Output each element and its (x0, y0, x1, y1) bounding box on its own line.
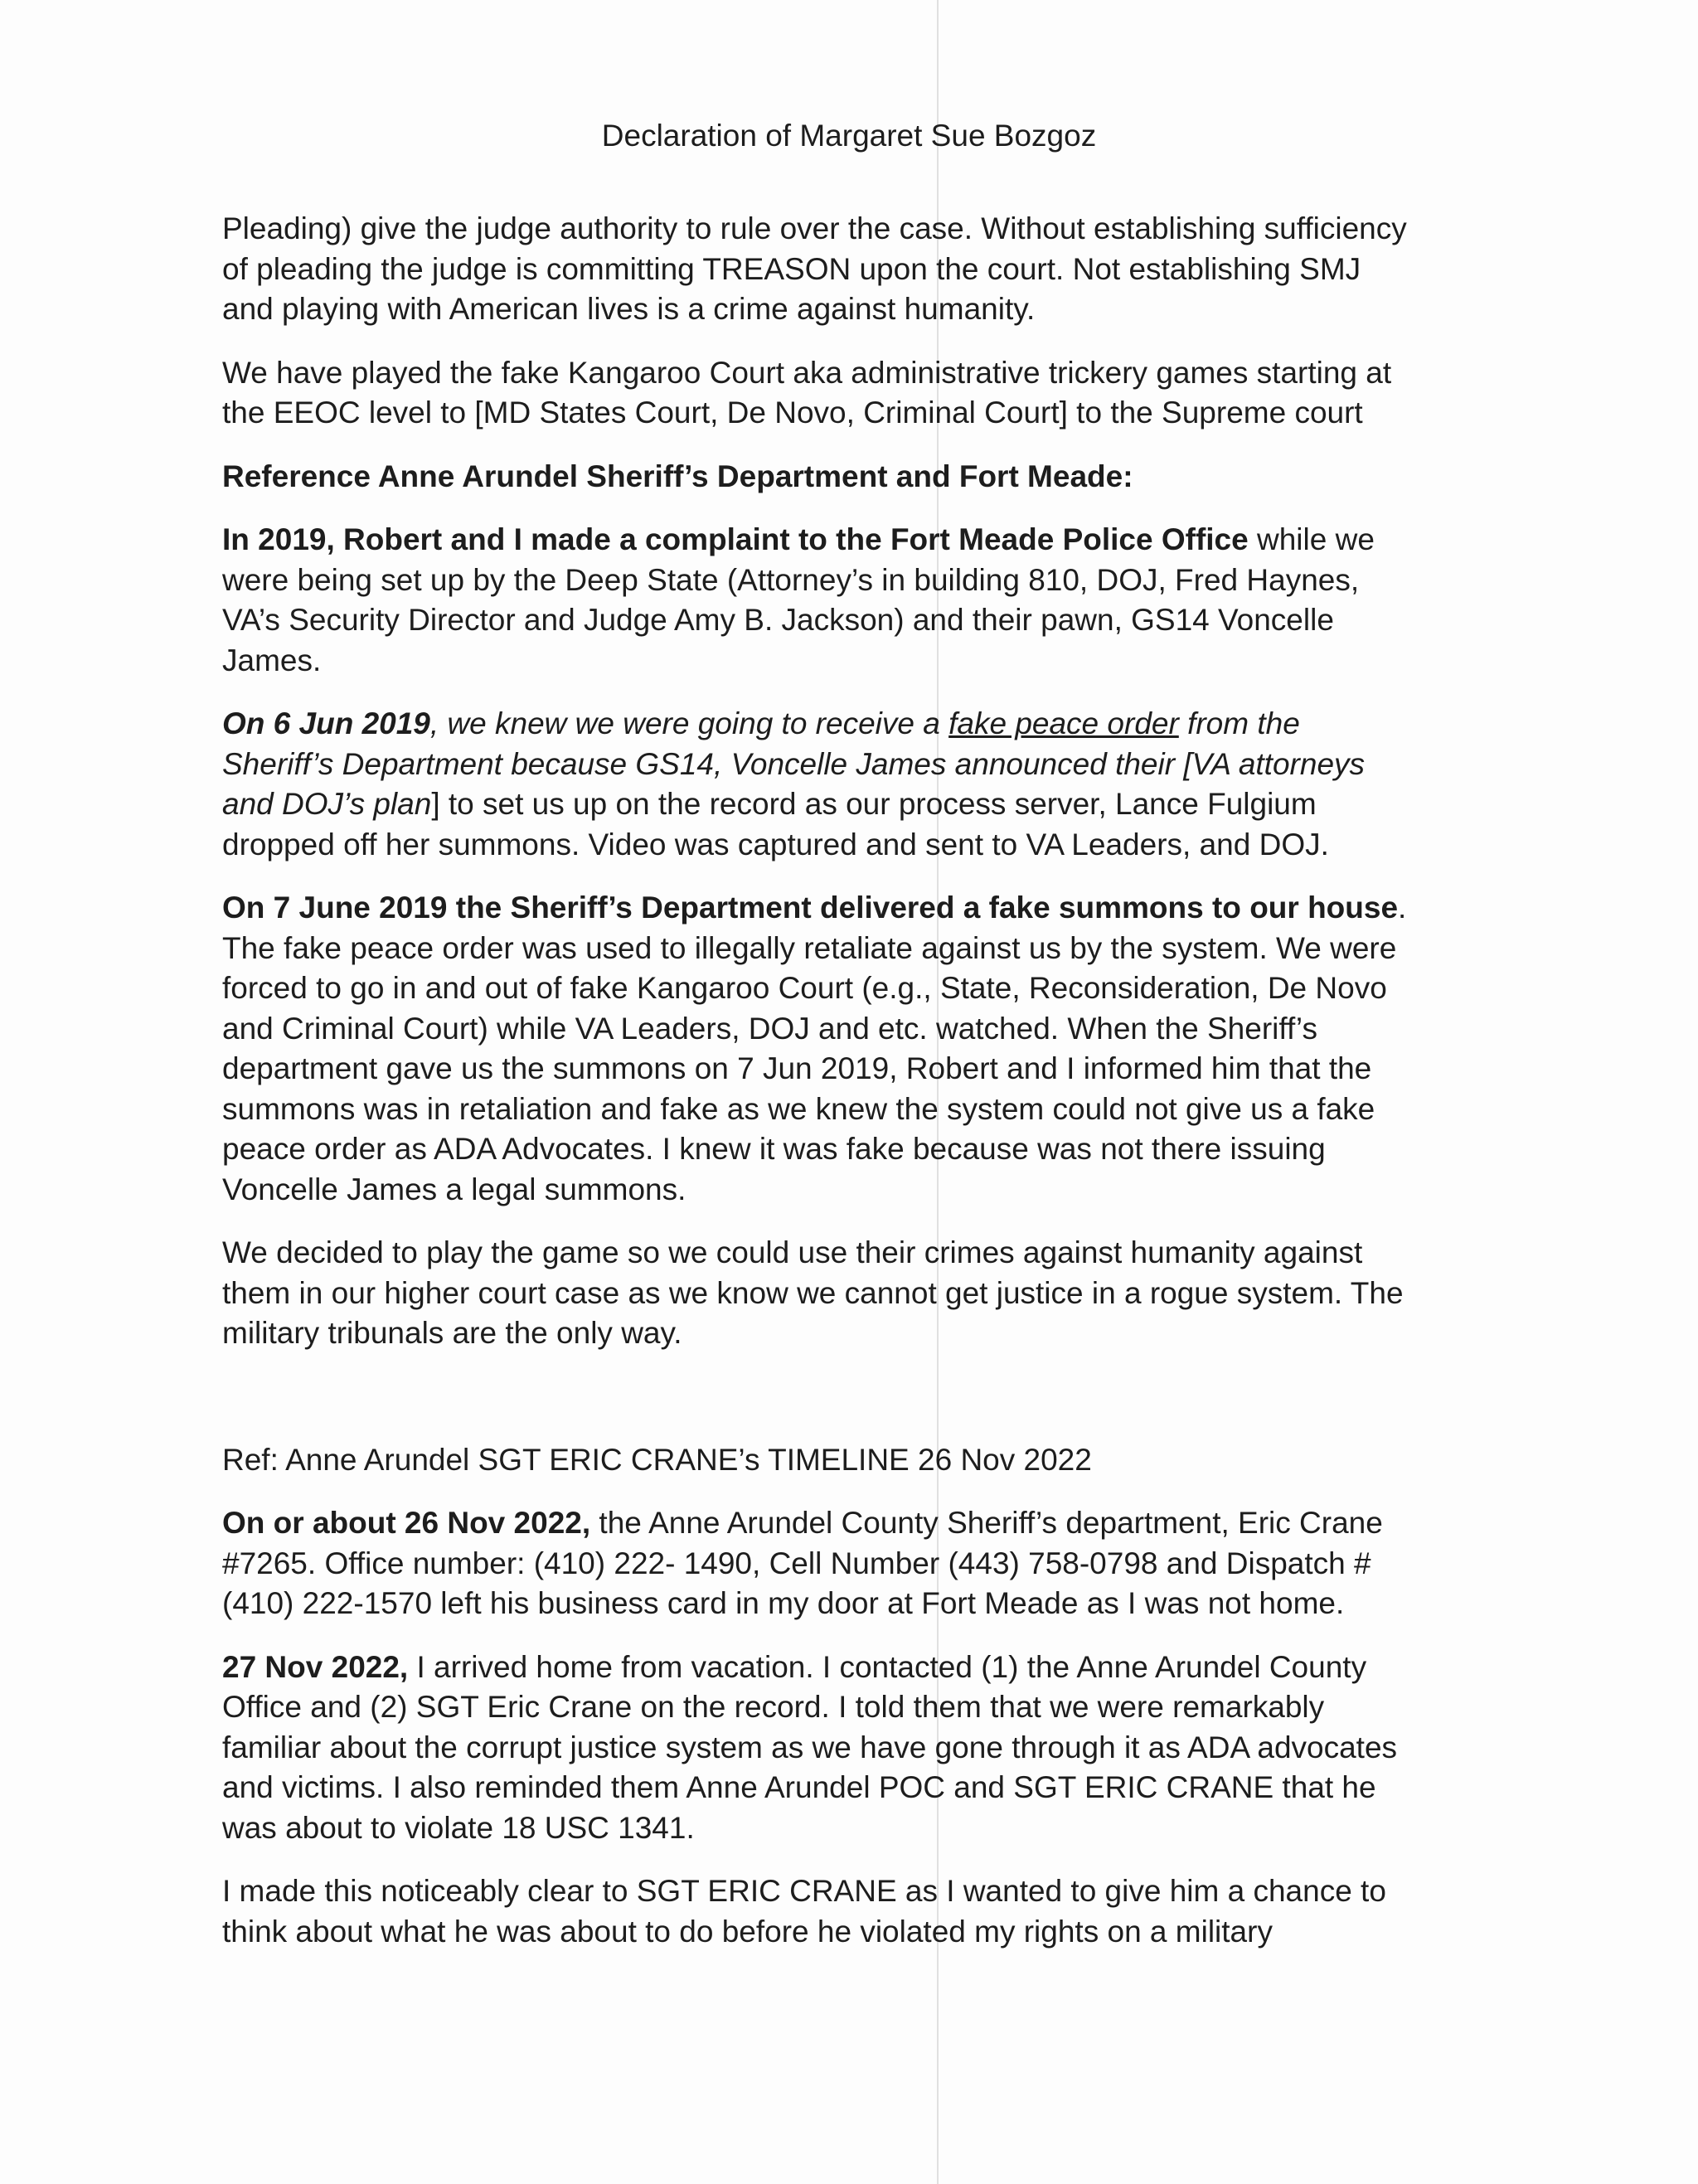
text-line: familiar about the corrupt justice system as we have gone through it as ADA advocates (222, 1730, 1398, 1764)
text-run: while we (1248, 522, 1375, 556)
text-line: I made this noticeably clear to SGT ERIC CRANE as I wanted to give him a chance to (222, 1874, 1386, 1908)
text-line: think about what he was about to do before he violated my rights on a military (222, 1914, 1273, 1949)
text-line: VA’s Security Director and Judge Amy B. Jackson) and their pawn, GS14 Voncelle (222, 603, 1334, 637)
paragraph-pleading (222, 209, 1516, 330)
paragraph-noticeably-clear (222, 1871, 1516, 1952)
text-line: peace order as ADA Advocates. I knew it was fake because was not there issuing (222, 1132, 1326, 1166)
bold-lead: 27 Nov 2022, (222, 1649, 409, 1684)
text-run: the Anne Arundel County Sheriff’s department, Eric Crane (590, 1506, 1383, 1540)
text-run: I arrived home from vacation. I contacted (1) the Anne Arundel County (408, 1649, 1367, 1684)
text-line: and Criminal Court) while VA Leaders, DOJ and etc. watched. When the Sheriff’s (222, 1011, 1317, 1046)
paragraph-6-jun-2019 (222, 704, 1516, 865)
paragraph-26-nov-2022 (222, 1503, 1516, 1624)
text-line (222, 784, 1516, 825)
paragraph-7-june-2019 (222, 888, 1516, 1210)
text-run: from the (1178, 706, 1300, 740)
text-line: The fake peace order was used to illegally retaliate against us by the system. We were (222, 930, 1397, 965)
paragraph-kangaroo-court (222, 353, 1516, 434)
heading-text: Reference Anne Arundel Sheriff’s Department and Fort Meade: (222, 459, 1133, 493)
text-run: ] to set us up on the record as our process server, Lance Fulgium (431, 787, 1317, 821)
bold-lead: In 2019, Robert and I made a complaint to the Fort Meade Police Office (222, 522, 1249, 556)
text-run: , we knew we were going to receive a (429, 706, 949, 740)
text-run: and DOJ’s plan (222, 787, 432, 821)
underlined-text: fake peace order (948, 706, 1179, 740)
text-line: James. (222, 643, 322, 677)
text-line: military tribunals are the only way. (222, 1316, 682, 1350)
paragraph-2019-complaint (222, 520, 1516, 681)
text-line (222, 1648, 1516, 1688)
paragraph-27-nov-2022 (222, 1648, 1516, 1849)
text-line: them in our higher court case as we know we cannot get justice in a rogue system. The (222, 1275, 1404, 1310)
text-line: We have played the fake Kangaroo Court aka administrative trickery games starting at (222, 355, 1392, 390)
text-line: Ref: Anne Arundel SGT ERIC CRANE’s TIMELINE 26 Nov 2022 (222, 1442, 1092, 1477)
text-line: were being set up by the Deep State (Attorney’s in building 810, DOJ, Fred Haynes, (222, 562, 1360, 597)
ref-line (222, 1440, 1516, 1481)
document-title: Declaration of Margaret Sue Bozgoz (601, 119, 1097, 153)
text-line: Office and (2) SGT Eric Crane on the record. I told them that we were remarkably (222, 1690, 1325, 1724)
text-line (222, 888, 1516, 929)
text-line: and victims. I also reminded them Anne Arundel POC and SGT ERIC CRANE that he (222, 1770, 1376, 1804)
text-line: #7265. Office number: (410) 222- 1490, Cell Number (443) 758-0798 and Dispatch # (222, 1546, 1371, 1580)
text-line: dropped off her summons. Video was captured and sent to VA Leaders, and DOJ. (222, 827, 1329, 861)
text-line (222, 704, 1516, 745)
text-line: Sheriff’s Department because GS14, Voncelle James announced their [VA attorneys (222, 746, 1366, 781)
text-line: the EEOC level to [MD States Court, De Novo, Criminal Court] to the Supreme court (222, 396, 1363, 430)
text-line (222, 520, 1516, 561)
text-line: summons was in retaliation and fake as we knew the system could not give us a fake (222, 1091, 1375, 1126)
text-line: and playing with American lives is a crime against humanity. (222, 292, 1036, 326)
text-run: . (1398, 891, 1407, 925)
text-line: of pleading the judge is committing TREASON upon the court. Not establishing SMJ (222, 251, 1361, 286)
text-line: forced to go in and out of fake Kangaroo Court (e.g., State, Reconsideration, De Novo (222, 971, 1387, 1005)
text-line (222, 1503, 1516, 1544)
document-body (222, 209, 1516, 1975)
spacer (222, 1377, 1516, 1440)
text-line: Voncelle James a legal summons. (222, 1172, 686, 1206)
bold-lead: On 7 June 2019 the Sheriff’s Department delivered a fake summons to our house (222, 891, 1399, 925)
text-line: was about to violate 18 USC 1341. (222, 1810, 695, 1845)
text-line: department gave us the summons on 7 Jun 2019, Robert and I informed him that the (222, 1051, 1372, 1085)
paragraph-play-the-game (222, 1233, 1516, 1354)
bold-lead: On 6 Jun 2019 (222, 706, 430, 740)
text-line: (410) 222-1570 left his business card in my door at Fort Meade as I was not home. (222, 1586, 1345, 1620)
text-line: Pleading) give the judge authority to rule over the case. Without establishing sufficiency (222, 211, 1407, 245)
text-line: We decided to play the game so we could use their crimes against humanity against (222, 1235, 1363, 1269)
bold-lead: On or about 26 Nov 2022, (222, 1506, 591, 1540)
section-heading (222, 457, 1516, 497)
